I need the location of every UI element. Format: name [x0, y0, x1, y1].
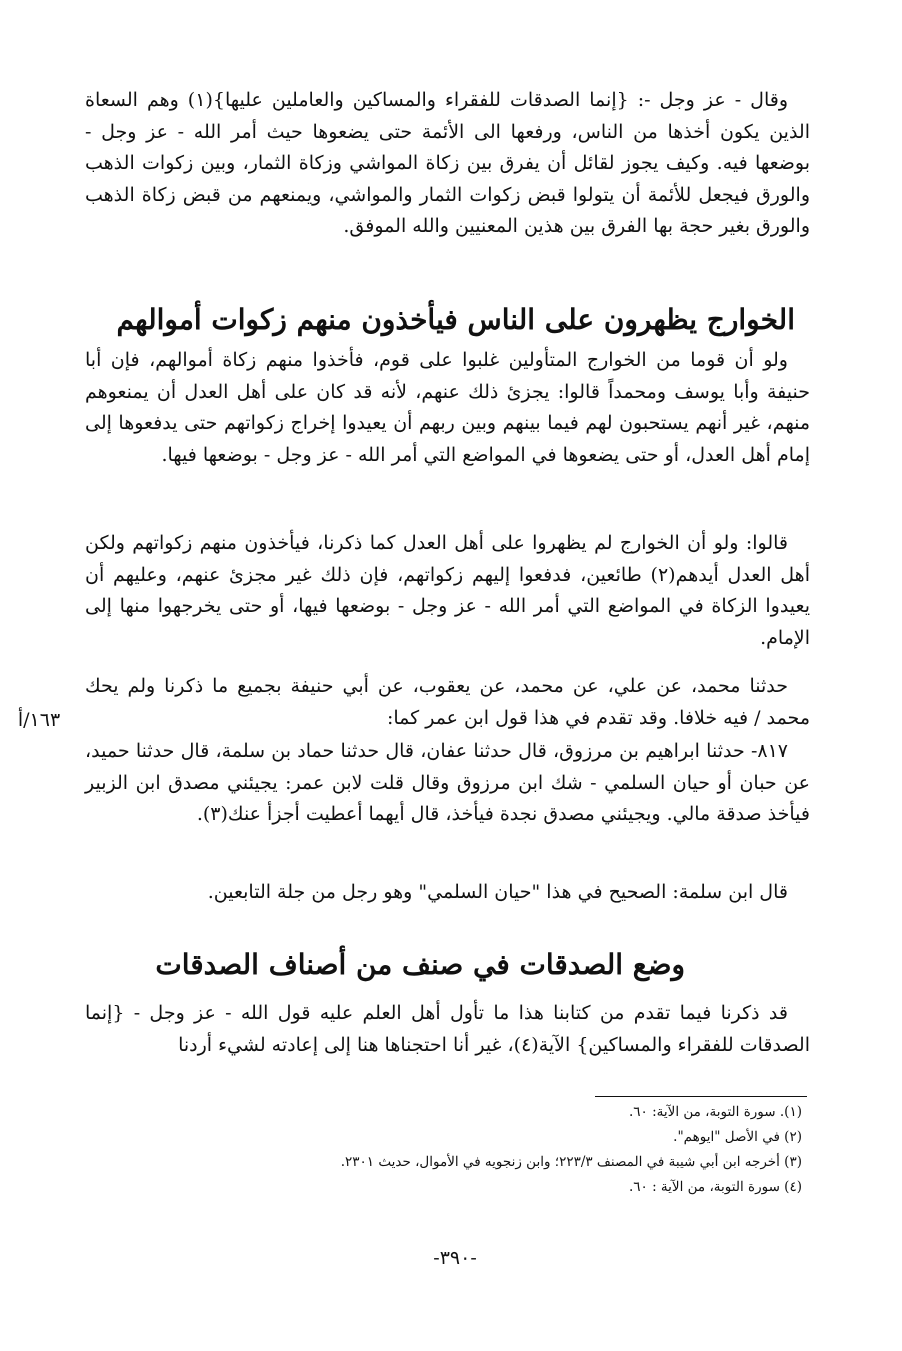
footnote-2: (٢) في الأصل "ايوهم". [673, 1129, 802, 1145]
intro-paragraph [85, 85, 810, 243]
section2-paragraph: قد ذكرنا فيما تقدم من كتابنا هذا ما تأول أهل العلم عليه قول الله - عز وجل - {إنما الصدقات للفقراء والمساكين} الآية(٤)، غير أنا احتجناها هنا إلى إعادته لشيء أردنا [85, 1002, 810, 1056]
intro-text: وقال - عز وجل -: {إنما الصدقات للفقراء والمساكين والعاملين عليها}(١) وهم السعاة الذين يكون أخذها من الناس، ورفعها الى الأئمة حتى يضعوها حيث أمر الله - عز وجل - بوضعها فيه. وكيف يجوز لقائل أن يفرق بين زكاة المواشي وزكاة الثمار، وبين زكوات الذهب والورق فيجعل للأئمة أن يتولوا قبض زكوات الثمار والمواشي، ويمنعهم من قبض زكاة الذهب والورق بغير حجة بها الفرق بين هذين المعنيين والله الموفق. [85, 89, 810, 237]
footnote-3: (٣) أخرجه ابن أبي شيبة في المصنف ٢٢٣/٣؛ وابن زنجويه في الأموال، حديث ٢٣٠١. [340, 1154, 802, 1170]
manuscript-folio-note: ١٦٣/أ [17, 709, 61, 731]
section1-paragraph: حدثنا محمد، عن علي، عن محمد، عن يعقوب، عن أبي حنيفة بجميع ما ذكرنا ولم يحك محمد / فيه خلافا. وقد تقدم في هذا قول ابن عمر كما: [85, 675, 810, 729]
footnote-1: (١). سورة التوبة، من الآية: ٦٠. [628, 1104, 802, 1120]
footnote-divider [595, 1096, 807, 1097]
page-number: -٣٩٠- [433, 1247, 477, 1269]
section1-body-3 [85, 671, 810, 734]
footnote-4: (٤) سورة التوبة، من الآية : ٦٠. [628, 1179, 802, 1195]
section-heading-sadaqat: وضع الصدقات في صنف من أصناف الصدقات [155, 948, 685, 981]
footnotes [260, 1100, 802, 1200]
section1-paragraph: قالوا: ولو أن الخوارج لم يظهروا على أهل العدل كما ذكرنا، فيأخذون منهم زكواتهم ولكن أهل العدل أيدهم(٢) طائعين، فدفعوا إليهم زكواتهم، فإن ذلك غير مجزئ عنهم، وعليهم أن يعيدوا الزكاة في المواضع التي أمر الله - عز وجل - بوضعها فيها، أو حتى يخرجهوا منها إلى الإمام. [85, 532, 810, 649]
hadith-817 [85, 736, 810, 831]
section1-body-2 [85, 528, 810, 654]
section-heading-khawarij: الخوارج يظهرون على الناس فيأخذون منهم زكوات أموالهم [116, 303, 795, 336]
section1-body-5 [85, 877, 810, 909]
hadith-paragraph: ٨١٧- حدثنا ابراهيم بن مرزوق، قال حدثنا عفان، قال حدثنا حماد بن سلمة، قال حدثنا حميد، عن حبان أو حيان السلمي - شك ابن مرزوق وقال قلت لابن عمر: يجيئني مصدق ابن الزبير فيأخذ صدقة مالي. ويجيئني مصدق نجدة فيأخذ، قال أيهما أعطيت أجزأ عنك(٣). [85, 740, 810, 825]
section1-paragraph: قال ابن سلمة: الصحيح في هذا "حيان السلمي" وهو رجل من جلة التابعين. [207, 881, 788, 903]
section1-body [85, 345, 810, 471]
section2-body [85, 998, 810, 1061]
section1-paragraph: ولو أن قوما من الخوارج المتأولين غلبوا على قوم، فأخذوا منهم زكاة أموالهم، فإن أبا حنيفة وأبا يوسف ومحمداً قالوا: يجزئ ذلك عنهم، لأنه قد كان على أهل العدل أن يمنعوهم منهم، غير أنهم يستحبون لهم فيما بينهم وبين ربهم أن يعيدوا إخراج زكواتهم حتى يدفعوها إلى إمام أهل العدل، أو حتى يضعوها في المواضع التي أمر الله - عز وجل - بوضعها فيها. [85, 349, 810, 466]
